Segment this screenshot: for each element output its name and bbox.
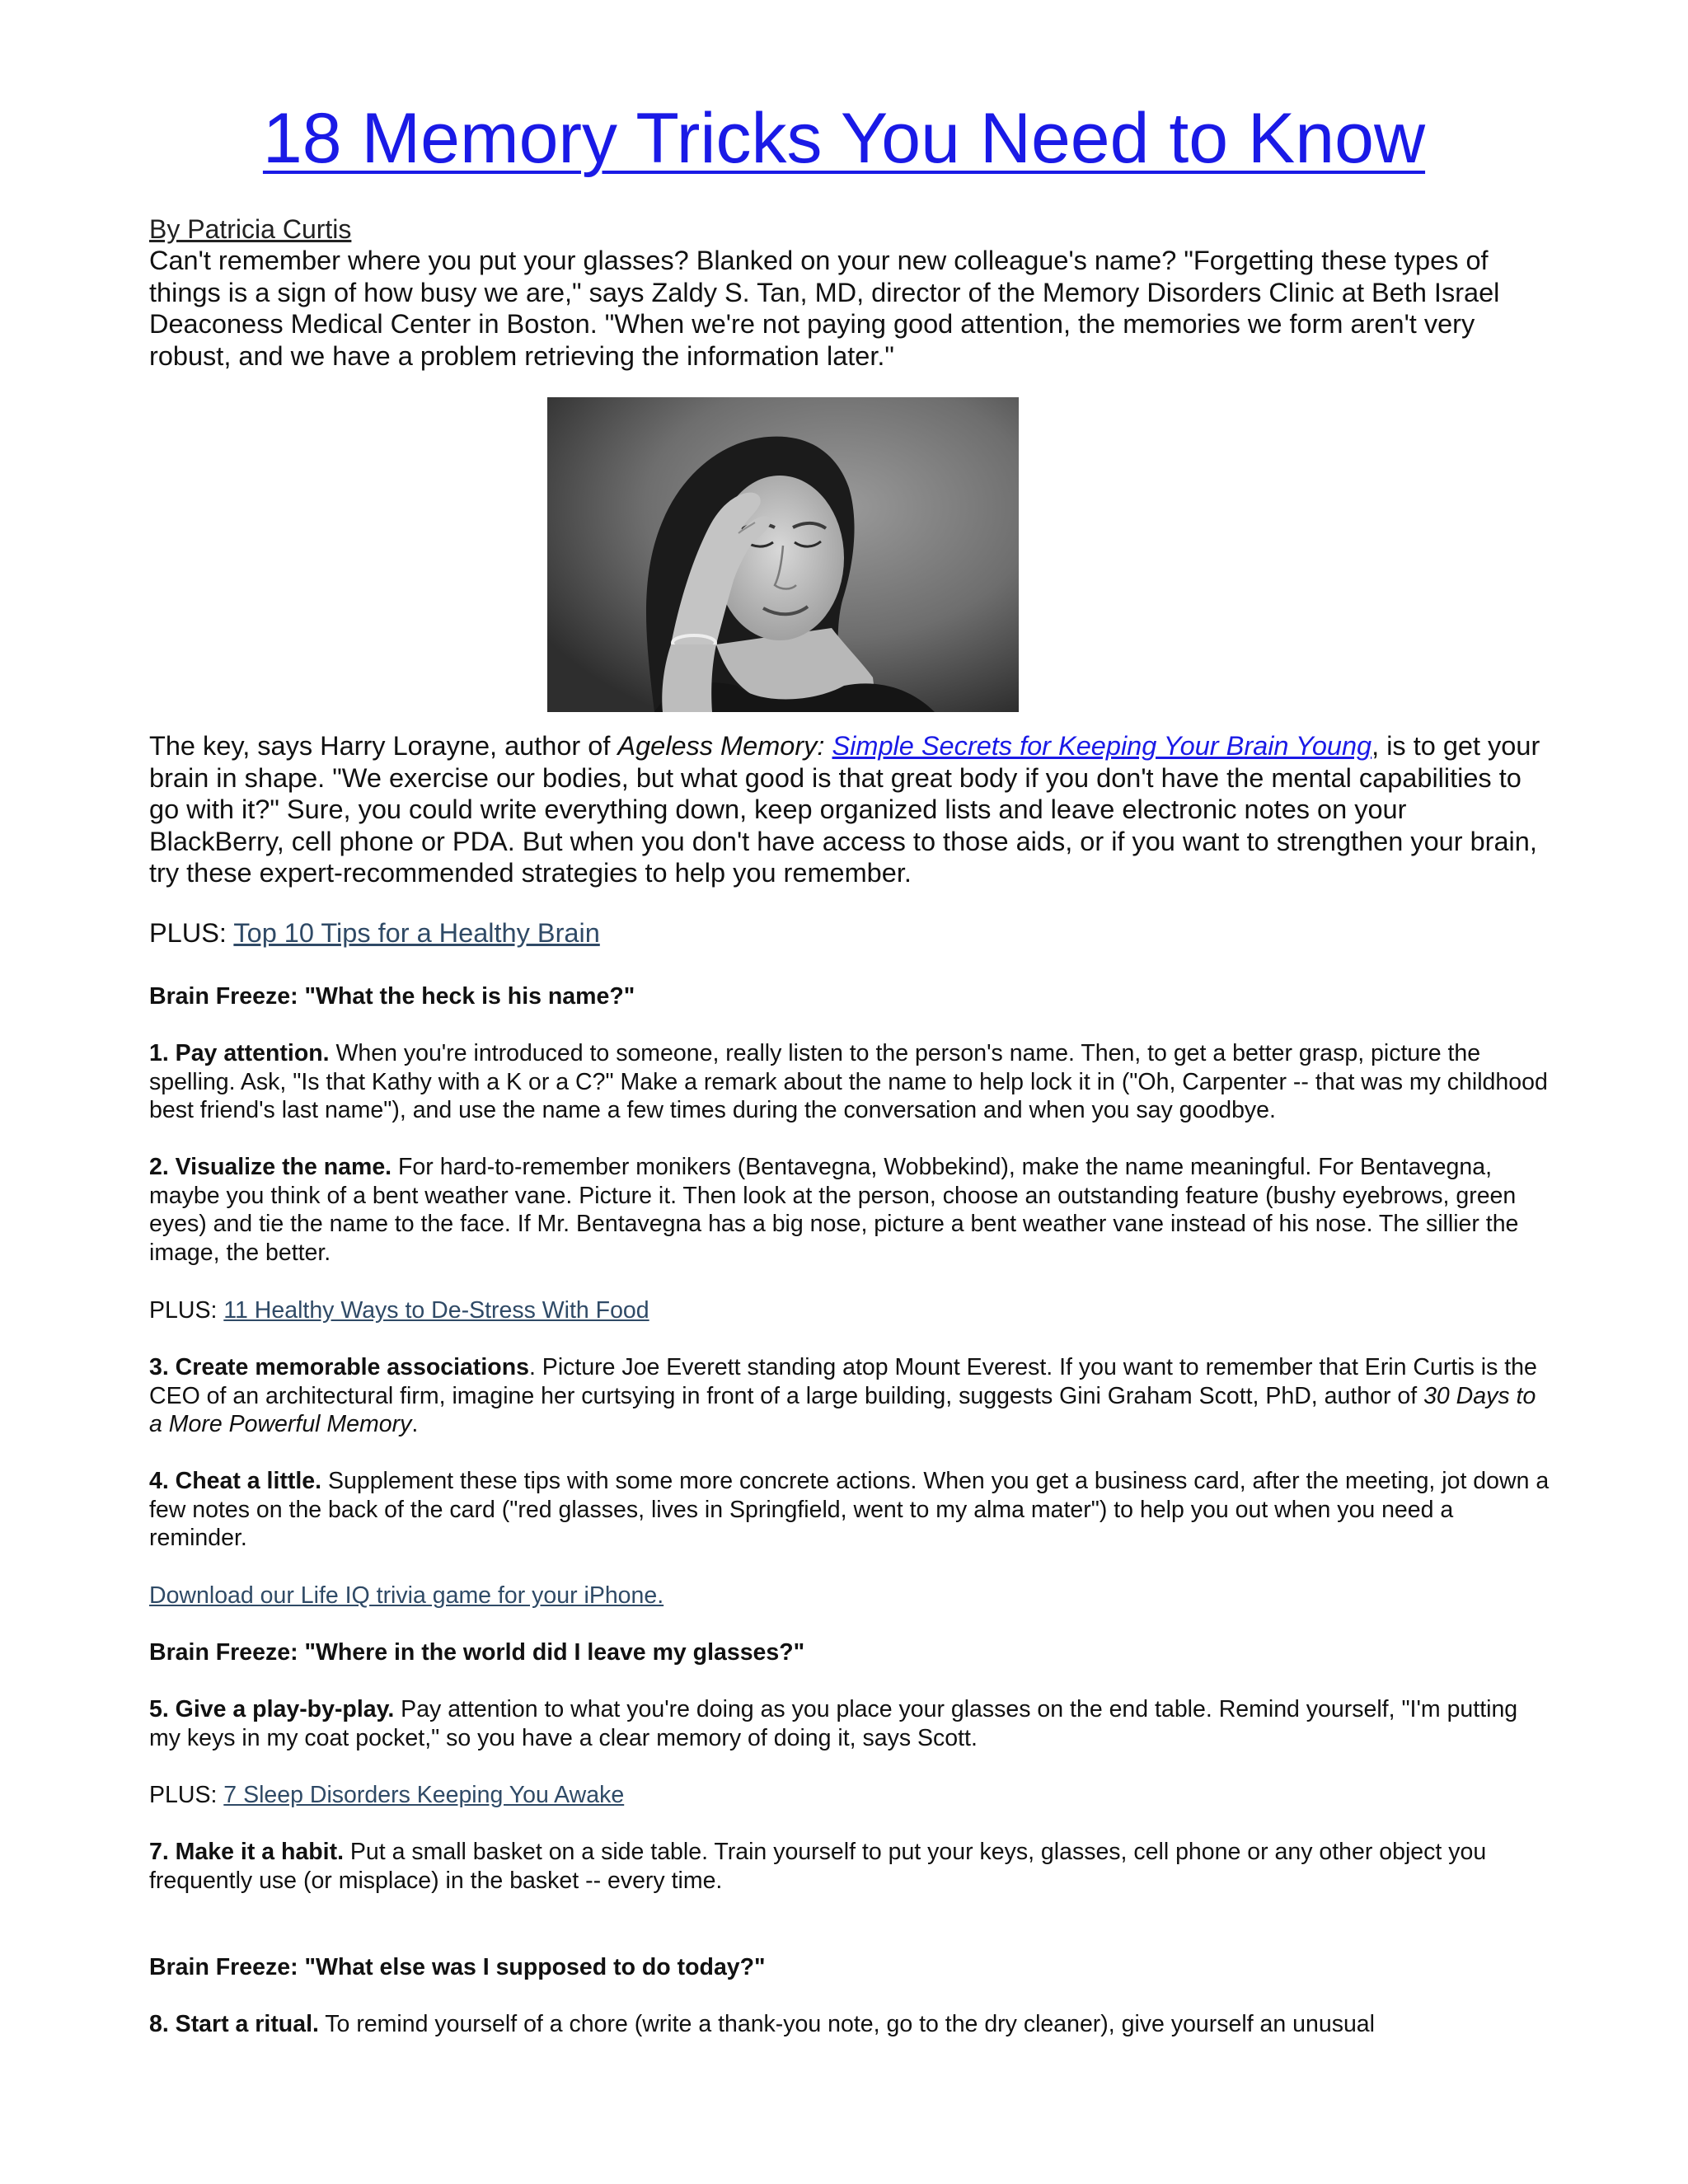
tip-2-body: For hard-to-remember monikers (Bentavegna, Wobbekind), make the name meaningful. For Bentavegna, maybe you think of a bent weather vane. Picture it. Then look at the person, choose an outstanding feature (bushy eyebrows, green eyes) and tie the name to the face. If Mr. Bentavegna has a big nose, picture a bent weather vane instead of his nose. The sillier the image, the better. bbox=[149, 1154, 1519, 1266]
plus-line-3 bbox=[149, 1781, 624, 1809]
tip-3-body: . Picture Joe Everett standing atop Mount Everest. If you want to remember that Erin Curtis is the CEO of an architectural firm, imagine her curtsying in front of a large building, suggests Gini Graham Scott, PhD, author of bbox=[149, 1354, 1537, 1409]
tip-2-paragraph bbox=[149, 1153, 1550, 1267]
brain-freeze-heading-3: Brain Freeze: "What else was I supposed to do today?" bbox=[149, 1954, 766, 1980]
tip-3-book-title: 30 Days to a More Powerful Memory bbox=[149, 1382, 1536, 1437]
plus-label: PLUS: bbox=[149, 1782, 224, 1808]
tip-8-paragraph bbox=[149, 2010, 1550, 2039]
plus-label: PLUS: bbox=[149, 1297, 224, 1324]
download-line bbox=[149, 1582, 663, 1610]
tip-3-paragraph bbox=[149, 1353, 1550, 1439]
intro-paragraph: Can't remember where you put your glasses? Blanked on your new colleague's name? "Forgetting these types of things is a sign of how busy we are," says Zaldy S. Tan, MD, director of the Memory Disorders Clinic at Beth Israel Deaconess Medical Center in Boston. "When we're not paying good attention, the memories we form aren't very robust, and we have a problem retrieving the information later." bbox=[149, 246, 1500, 371]
brain-freeze-heading-1: Brain Freeze: "What the heck is his name?" bbox=[149, 983, 635, 1010]
book-title-italic: Ageless Memory: bbox=[617, 731, 832, 761]
brain-freeze-heading-2: Brain Freeze: "Where in the world did I leave my glasses?" bbox=[149, 1639, 805, 1666]
tip-8-heading: 8. Start a ritual. bbox=[149, 2011, 319, 2037]
key-text-start: The key, says Harry Lorayne, author of bbox=[149, 731, 618, 761]
tip-4-paragraph bbox=[149, 1467, 1550, 1553]
tip-1-body: When you're introduced to someone, really listen to the person's name. Then, to get a better grasp, picture the spelling. Ask, "Is that Kathy with a K or a C?" Make a remark about the name to help lock it in ("Oh, Carpenter -- that was my childhood best friend's last name"), and use the name a few times during the conversation and when you say goodbye. bbox=[149, 1040, 1548, 1123]
tip-1-heading: 1. Pay attention. bbox=[149, 1040, 330, 1066]
book-title-link[interactable]: Simple Secrets for Keeping Your Brain Young bbox=[832, 731, 1372, 761]
sleep-disorders-link[interactable]: 7 Sleep Disorders Keeping You Awake bbox=[223, 1782, 625, 1808]
tip-5-body: Pay attention to what you're doing as you place your glasses on the end table. Remind yourself, "I'm putting my keys in my coat pocket," so you have a clear memory of doing it, says Scott. bbox=[149, 1696, 1518, 1751]
destress-food-link[interactable]: 11 Healthy Ways to De-Stress With Food bbox=[223, 1297, 649, 1324]
tip-3-heading: 3. Create memorable associations bbox=[149, 1354, 529, 1380]
tip-5-paragraph bbox=[149, 1695, 1550, 1752]
tip-7-paragraph bbox=[149, 1838, 1550, 1895]
plus-label: PLUS: bbox=[149, 918, 234, 948]
tip-4-body: Supplement these tips with some more concrete actions. When you get a business card, after the meeting, jot down a few notes on the back of the card ("red glasses, lives in Springfield, went to my alma mater") to help you out when you need a reminder. bbox=[149, 1468, 1550, 1551]
plus-line-2 bbox=[149, 1296, 649, 1324]
plus-line-1 bbox=[149, 916, 600, 949]
tip-3-end: . bbox=[411, 1411, 419, 1437]
tip-5-heading: 5. Give a play-by-play. bbox=[149, 1696, 395, 1722]
key-text-end: , is to get your brain in shape. "We exercise our bodies, but what good is that great body if you don't have the mental capabilities to go with it?" Sure, you could write everything down, keep organized lists and leave electronic notes on your BlackBerry, cell phone or PDA. But when you don't have access to those aids, or if you want to strengthen your brain, try these expert-recommended strategies to help you remember. bbox=[149, 731, 1540, 888]
tip-7-heading: 7. Make it a habit. bbox=[149, 1839, 344, 1865]
tip-7-body: Put a small basket on a side table. Train yourself to put your keys, glasses, cell phone or any other object you frequently use (or misplace) in the basket -- every time. bbox=[149, 1839, 1487, 1894]
key-paragraph bbox=[149, 730, 1542, 889]
life-iq-download-link[interactable]: Download our Life IQ trivia game for your iPhone. bbox=[149, 1582, 664, 1609]
article-title-link[interactable]: 18 Memory Tricks You Need to Know bbox=[262, 99, 1426, 178]
tip-1-paragraph bbox=[149, 1039, 1550, 1125]
woman-headache-photo bbox=[547, 397, 1019, 712]
tip-4-heading: 4. Cheat a little. bbox=[149, 1468, 322, 1494]
healthy-brain-link[interactable]: Top 10 Tips for a Healthy Brain bbox=[233, 918, 600, 948]
tip-2-heading: 2. Visualize the name. bbox=[149, 1154, 392, 1180]
byline: By Patricia Curtis bbox=[149, 214, 352, 244]
tip-8-body: To remind yourself of a chore (write a thank-you note, go to the dry cleaner), give yourself an unusual bbox=[318, 2011, 1375, 2037]
